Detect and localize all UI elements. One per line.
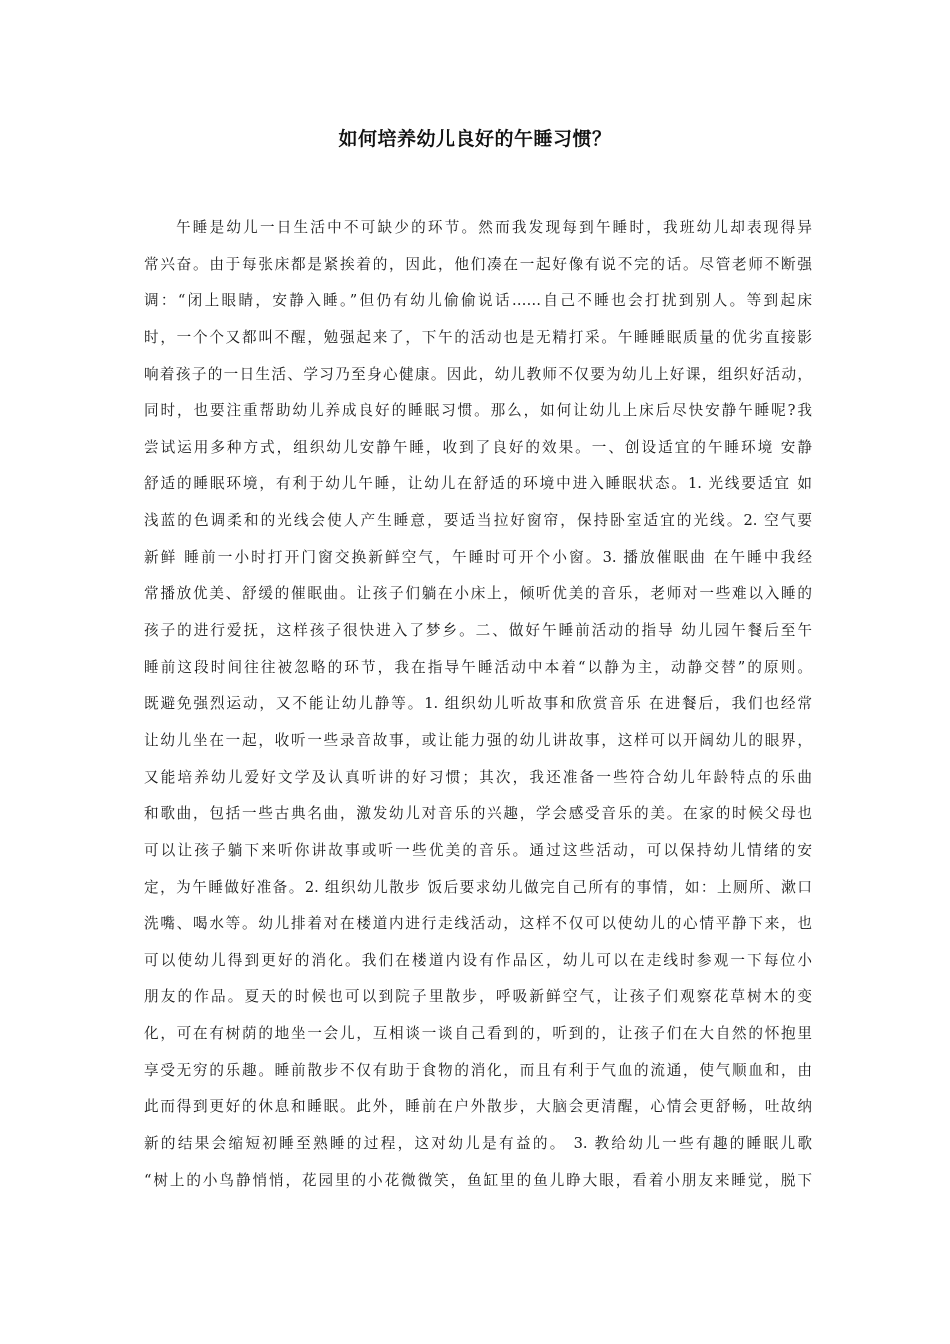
text-line: 新鲜 睡前一小时打开门窗交换新鲜空气，午睡时可开个小窗。3. 播放催眠曲 在午睡中我经 — [144, 548, 812, 566]
text-line: 可以让孩子躺下来听你讲故事或听一些优美的音乐。通过这些活动，可以保持幼儿情绪的安 — [144, 841, 812, 859]
text-line: 时，一个个又都叫不醒，勉强起来了，下午的活动也是无精打采。午睡睡眠质量的优劣直接影 — [144, 328, 812, 346]
text-line: 定，为午睡做好准备。2. 组织幼儿散步 饭后要求幼儿做完自己所有的事情，如：上厕所、漱口 — [144, 878, 812, 896]
text-line: 化，可在有树荫的地坐一会儿，互相谈一谈自己看到的，听到的，让孩子们在大自然的怀抱里 — [144, 1025, 812, 1043]
text-line: 孩子的进行爱抚，这样孩子很快进入了梦乡。二、做好午睡前活动的指导 幼儿园午餐后至午 — [144, 622, 812, 640]
page-title: 如何培养幼儿良好的午睡习惯？ — [338, 128, 612, 150]
text-line: 又能培养幼儿爱好文学及认真听讲的好习惯；其次，我还准备一些符合幼儿年龄特点的乐曲 — [144, 768, 812, 786]
text-line: 既避免强烈运动，又不能让幼儿静等。1. 组织幼儿听故事和欣赏音乐 在进餐后，我们也经常 — [144, 695, 812, 713]
text-line: 浅蓝的色调柔和的光线会使人产生睡意，要适当拉好窗帘，保持卧室适宜的光线。2. 空气要 — [144, 512, 812, 530]
text-line: 让幼儿坐在一起，收听一些录音故事，或让能力强的幼儿讲故事，这样可以开阔幼儿的眼界， — [144, 731, 812, 749]
text-line: 同时，也要注重帮助幼儿养成良好的睡眠习惯。那么，如何让幼儿上床后尽快安静午睡呢?我 — [144, 402, 812, 420]
text-line: 调：“闭上眼睛，安静入睡。”但仍有幼儿偷偷说话……自己不睡也会打扰到别人。等到起床 — [144, 292, 812, 310]
text-line: 舒适的睡眠环境，有利于幼儿午睡，让幼儿在舒适的环境中进入睡眠状态。1. 光线要适宜 如 — [144, 475, 812, 493]
text-line: 响着孩子的一日生活、学习乃至身心健康。因此，幼儿教师不仅要为幼儿上好课，组织好活动， — [144, 365, 812, 383]
body-text — [144, 210, 812, 1199]
text-line: 享受无穷的乐趣。睡前散步不仅有助于食物的消化，而且有利于气血的流通，使气顺血和，由 — [144, 1061, 812, 1079]
text-line: 新的结果会缩短初睡至熟睡的过程，这对幼儿是有益的。 3. 教给幼儿一些有趣的睡眠儿歌 — [144, 1135, 812, 1153]
text-line: 此而得到更好的休息和睡眠。此外，睡前在户外散步，大脑会更清醒，心情会更舒畅，吐故纳 — [144, 1098, 812, 1116]
text-line: 和歌曲，包括一些古典名曲，激发幼儿对音乐的兴趣，学会感受音乐的美。在家的时候父母也 — [144, 805, 812, 823]
text-line: 洗嘴、喝水等。幼儿排着对在楼道内进行走线活动，这样不仅可以使幼儿的心情平静下来，也 — [144, 915, 812, 933]
text-line: 可以使幼儿得到更好的消化。我们在楼道内设有作品区，幼儿可以在走线时参观一下每位小 — [144, 951, 812, 969]
text-line: “树上的小鸟静悄悄，花园里的小花微微笑，鱼缸里的鱼儿睁大眼，看着小朋友来睡觉，脱下 — [144, 1171, 812, 1189]
text-line: 午睡是幼儿一日生活中不可缺少的环节。然而我发现每到午睡时，我班幼儿却表现得异 — [176, 219, 812, 236]
text-line: 睡前这段时间往往被忽略的环节，我在指导午睡活动中本着“以静为主，动静交替”的原则。 — [144, 658, 812, 676]
text-line: 常兴奋。由于每张床都是紧挨着的，因此，他们凑在一起好像有说不完的话。尽管老师不断强 — [144, 255, 812, 273]
text-line: 常播放优美、舒缓的催眠曲。让孩子们躺在小床上，倾听优美的音乐，老师对一些难以入睡的 — [144, 585, 812, 603]
text-line: 朋友的作品。夏天的时候也可以到院子里散步，呼吸新鲜空气，让孩子们观察花草树木的变 — [144, 988, 812, 1006]
text-line: 尝试运用多种方式，组织幼儿安静午睡，收到了良好的效果。一、创设适宜的午睡环境 安静 — [144, 438, 812, 456]
